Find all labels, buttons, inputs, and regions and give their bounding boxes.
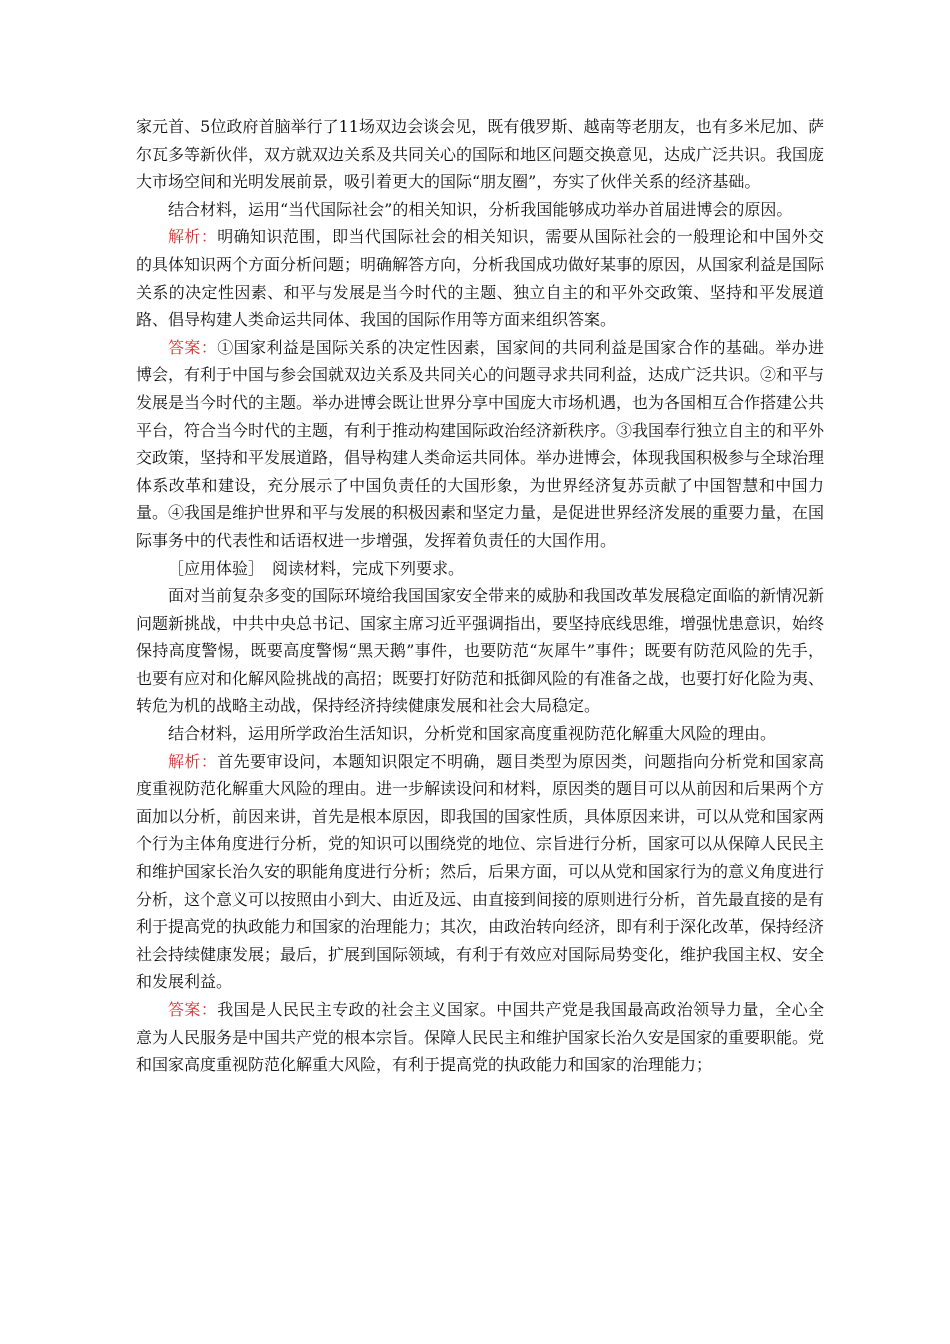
analysis-label: 解析： [168, 227, 218, 247]
analysis-1 [136, 223, 824, 333]
question-1: 结合材料，运用“当代国际社会”的相关知识，分析我国能够成功举办首届进博会的原因。 [168, 199, 793, 219]
answer-2 [136, 996, 824, 1079]
answer-1 [136, 334, 824, 555]
analysis-text: 首先要审设问，本题知识限定不明确，题目类型为原因类，问题指向分析党和国家高度重视防范化解重大风险的理由。进一步解读设问和材料，原因类的题目可以从前因和后果两个方面加以分析，前因来讲，首先是根本原因，即我国的国家性质，具体原因来讲，可以从党和国家两个行为主体角度进行分析，党的知识可以围绕党的地位、宗旨进行分析，国家可以从保障人民民主和维护国家长治久安的职能角度进行分析；然后，后果方面，可以从党和国家行为的意义角度进行分析，这个意义可以按照由小到大、由近及远、由直接到间接的原则进行分析，首先最直接的是有利于提高党的执政能力和国家的治理能力；其次，由政治转向经济，即有利于深化改革，保持经济社会持续健康发展；最后，扩展到国际领域，有利于有效应对国际局势变化，维护我国主权、安全和发展利益。 [136, 751, 825, 992]
analysis-label: 解析： [168, 751, 218, 771]
analysis-2 [136, 748, 824, 996]
application-heading: ［应用体验］ 阅读材料，完成下列要求。 [168, 558, 465, 578]
document-page [136, 113, 824, 1079]
answer-text: ①国家利益是国际关系的决定性因素，国家间的共同利益是国家合作的基础。举办进博会，有利于中国与参会国就双边关系及共同关心的问题寻求共同利益，达成广泛共识。②和平与发展是当今时代的主题。举办进博会既让世界分享中国庞大市场机遇，也为各国相互合作搭建公共平台，符合当今时代的主题，有利于推动构建国际政治经济新秩序。③我国奉行独立自主的和平外交政策，坚持和平发展道路，倡导构建人类命运共同体。举办进博会，体现我国积极参与全球治理体系改革和建设，充分展示了中国负责任的大国形象，为世界经济复苏贡献了中国智慧和中国力量。④我国是维护世界和平与发展的积极因素和坚定力量，是促进世界经济发展的重要力量，在国际事务中的代表性和话语权进一步增强，发挥着负责任的大国作用。 [136, 337, 825, 550]
material-paragraph-1: 家元首、5位政府首脑举行了11场双边会谈会见，既有俄罗斯、越南等老朋友，也有多米尼加、萨尔瓦多等新伙伴，双方就双边关系及共同关心的国际和地区问题交换意见，达成广泛共识。我国庞大市场空间和光明发展前景，吸引着更大的国际“朋友圈”，夯实了伙伴关系的经济基础。 [136, 117, 825, 192]
question-2: 结合材料，运用所学政治生活知识，分析党和国家高度重视防范化解重大风险的理由。 [168, 724, 777, 744]
answer-label: 答案： [168, 337, 218, 357]
material-paragraph-2: 面对当前复杂多变的国际环境给我国国家安全带来的威胁和我国改革发展稳定面临的新情况新问题新挑战，中共中央总书记、国家主席习近平强调指出，要坚持底线思维，增强忧患意识，始终保持高度警惕，既要高度警惕“黑天鹅”事件，也要防范“灰犀牛”事件；既要有防范风险的先手，也要有应对和化解风险挑战的高招；既要打好防范和抵御风险的有准备之战，也要打好化险为夷、转危为机的战略主动战，保持经济持续健康发展和社会大局稳定。 [136, 586, 825, 716]
analysis-text: 明确知识范围，即当代国际社会的相关知识，需要从国际社会的一般理论和中国外交的具体知识两个方面分析问题；明确解答方向，分析我国成功做好某事的原因，从国家利益是国际关系的决定性因素、和平与发展是当今时代的主题、独立自主的和平外交政策、坚持和平发展道路、倡导构建人类命运共同体、我国的国际作用等方面来组织答案。 [136, 227, 825, 330]
answer-text: 我国是人民民主专政的社会主义国家。中国共产党是我国最高政治领导力量，全心全意为人民服务是中国共产党的根本宗旨。保障人民民主和维护国家长治久安是国家的重要职能。党和国家高度重视防范化解重大风险，有利于提高党的执政能力和国家的治理能力； [136, 1000, 825, 1075]
answer-label: 答案： [168, 1000, 218, 1019]
